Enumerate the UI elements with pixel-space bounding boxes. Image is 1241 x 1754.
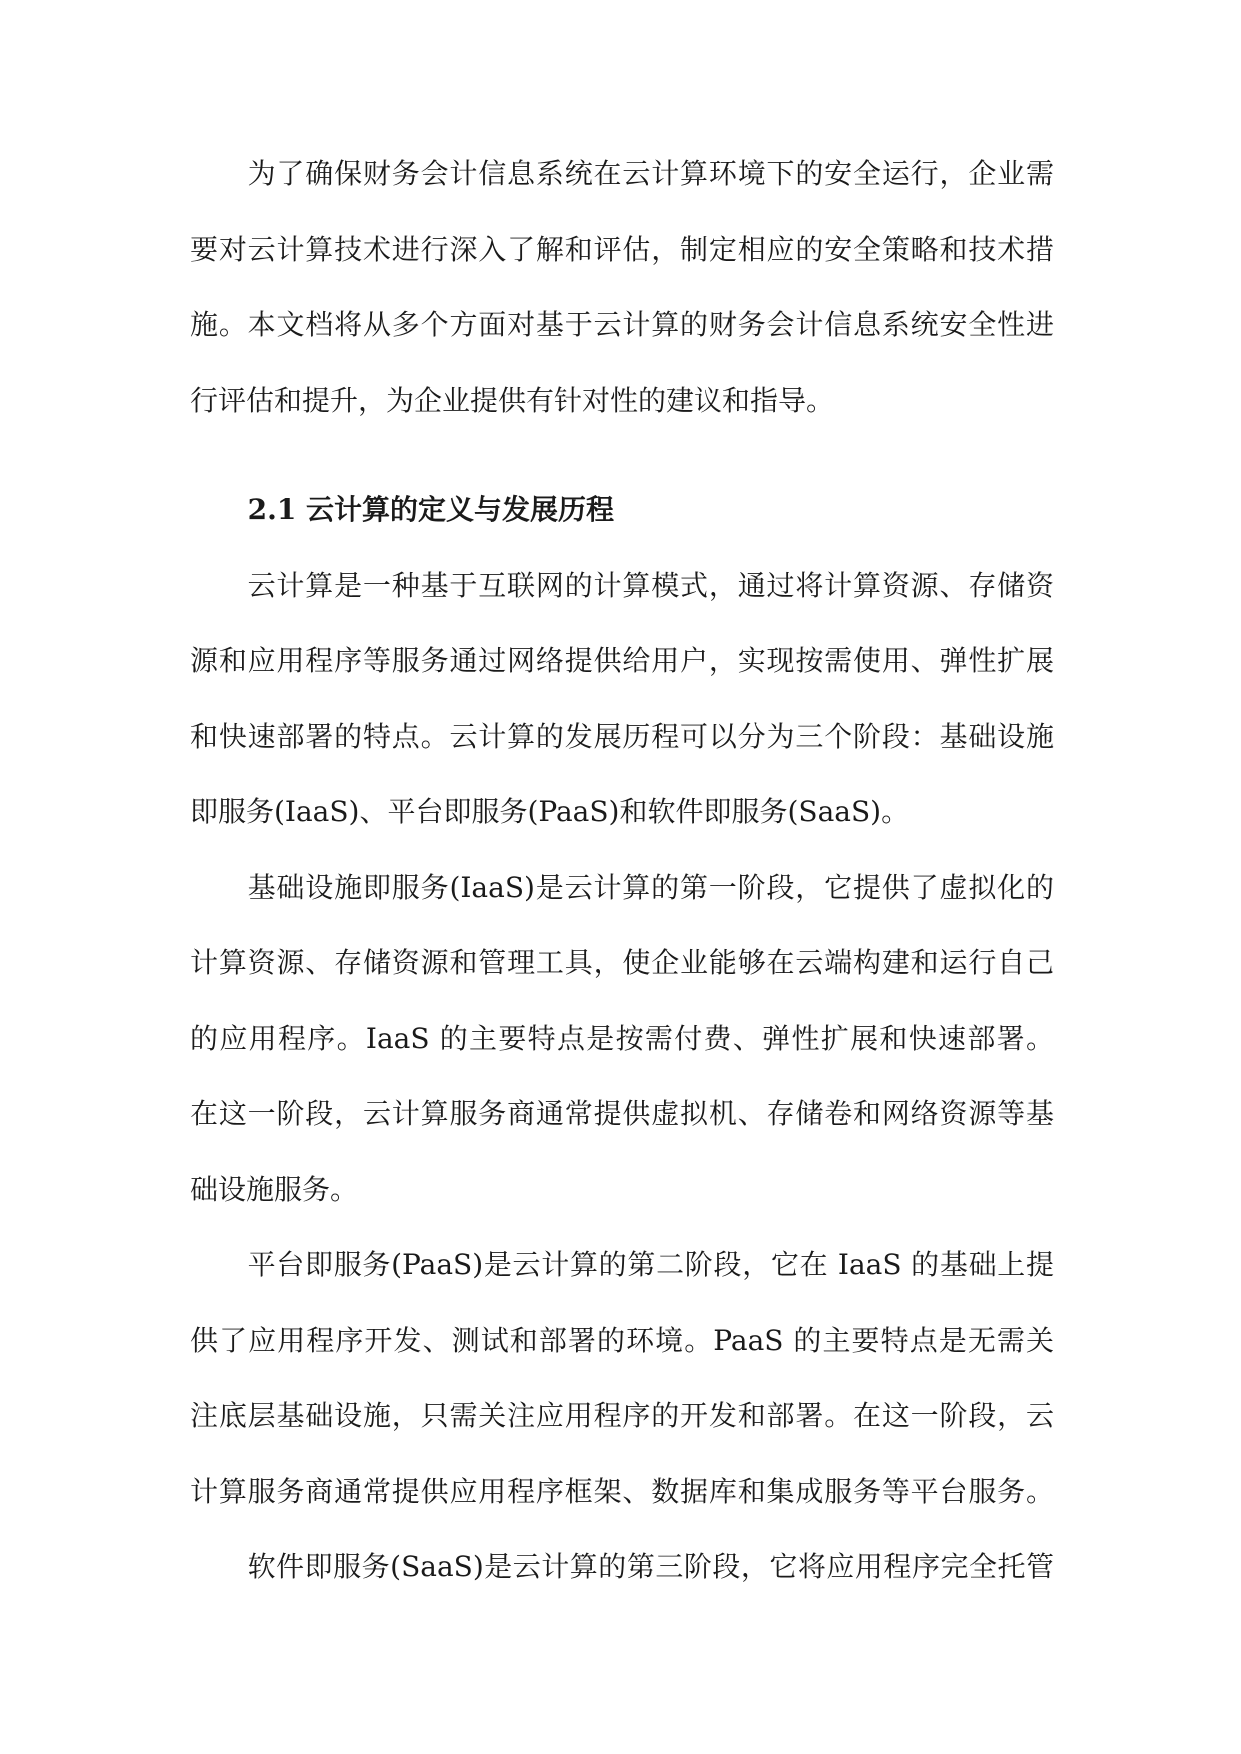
paragraph — [190, 850, 1054, 1228]
document-body — [190, 136, 1054, 1605]
body-text-line: 源和应用程序等服务通过网络提供给用户，实现按需使用、弹性扩展 — [190, 644, 1054, 677]
body-text-line: 础设施服务。 — [190, 1172, 359, 1206]
body-text-line: 为了确保财务会计信息系统在云计算环境下的安全运行，企业需 — [247, 157, 1054, 190]
paragraph — [190, 1529, 1054, 1605]
section-heading: 2.1 云计算的定义与发展历程 — [247, 493, 615, 526]
body-text-line: 基础设施即服务(IaaS)是云计算的第一阶段，它提供了虚拟化的 — [247, 870, 1054, 904]
body-text-line: 和快速部署的特点。云计算的发展历程可以分为三个阶段：基础设施 — [190, 719, 1054, 753]
body-text-line: 即服务(IaaS)、平台即服务(PaaS)和软件即服务(SaaS)。 — [190, 795, 910, 828]
body-text-line: 注底层基础设施，只需关注应用程序的开发和部署。在这一阶段，云 — [190, 1399, 1054, 1432]
paragraph — [190, 1227, 1054, 1529]
body-text-line: 软件即服务(SaaS)是云计算的第三阶段，它将应用程序完全托管 — [247, 1550, 1054, 1583]
intro-paragraph — [190, 136, 1054, 438]
body-text-line: 要对云计算技术进行深入了解和评估，制定相应的安全策略和技术措 — [190, 232, 1054, 266]
body-text-line: 计算资源、存储资源和管理工具，使企业能够在云端构建和运行自己 — [190, 946, 1054, 979]
body-text-line: 在这一阶段，云计算服务商通常提供虚拟机、存储卷和网络资源等基 — [190, 1097, 1054, 1130]
paragraph — [190, 548, 1054, 850]
body-text-line: 云计算是一种基于互联网的计算模式，通过将计算资源、存储资 — [247, 568, 1054, 602]
body-text-line: 施。本文档将从多个方面对基于云计算的财务会计信息系统安全性进 — [190, 308, 1054, 341]
body-text-line: 供了应用程序开发、测试和部署的环境。PaaS 的主要特点是无需关 — [190, 1323, 1054, 1357]
body-text-line: 计算服务商通常提供应用程序框架、数据库和集成服务等平台服务。 — [190, 1474, 1054, 1508]
body-text-line: 的应用程序。IaaS 的主要特点是按需付费、弹性扩展和快速部署。 — [190, 1021, 1054, 1055]
body-text-line: 平台即服务(PaaS)是云计算的第二阶段，它在 IaaS 的基础上提 — [247, 1248, 1054, 1281]
body-text-line: 行评估和提升，为企业提供有针对性的建议和指导。 — [190, 383, 835, 417]
